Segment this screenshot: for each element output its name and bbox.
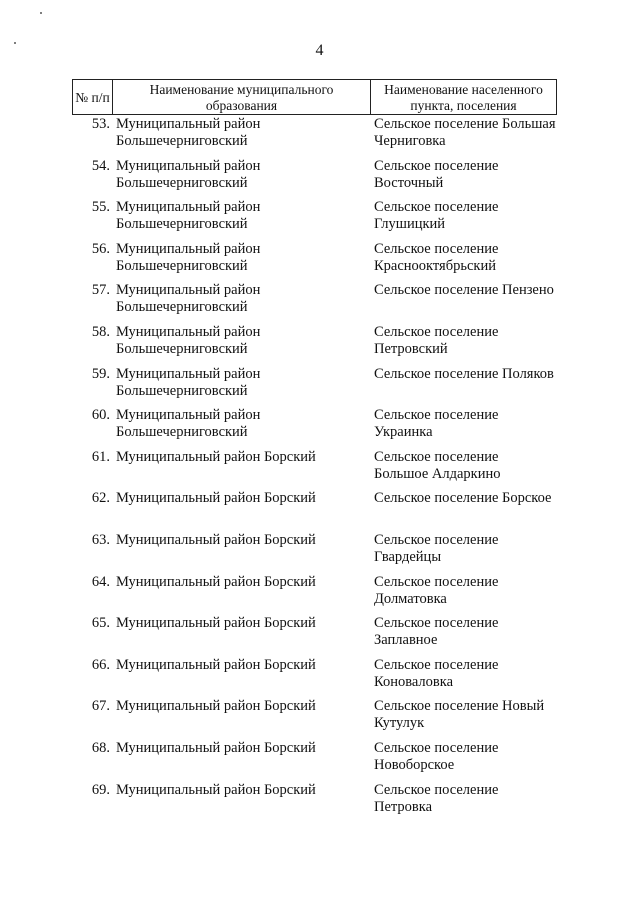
- row-municipality: Муниципальный район Борский: [116, 739, 316, 756]
- row-municipality: Муниципальный район Большечерниговский: [116, 323, 261, 357]
- row-municipality: Муниципальный район Борский: [116, 448, 316, 465]
- row-municipality: Муниципальный район Борский: [116, 573, 316, 590]
- table-row: [72, 199, 557, 241]
- row-number: 59.: [91, 365, 110, 382]
- row-municipality: Муниципальный район Борский: [116, 656, 316, 673]
- table-row: [72, 241, 557, 283]
- table-row: [72, 116, 557, 158]
- row-settlement: Сельское поселение Украинка: [374, 407, 499, 441]
- row-number: 57.: [91, 282, 110, 299]
- row-municipality: Муниципальный район Большечерниговский: [116, 365, 261, 399]
- row-number: 69.: [91, 781, 110, 798]
- table-row: [72, 407, 557, 449]
- table-row: [72, 158, 557, 200]
- row-number: 68.: [91, 739, 110, 756]
- row-number: 62.: [91, 490, 110, 507]
- row-settlement: Сельское поселение Петровка: [374, 781, 499, 815]
- row-settlement: Сельское поселение Новоборское: [374, 739, 499, 773]
- table-row: [72, 615, 557, 657]
- table-row: [72, 574, 557, 616]
- table-row: [72, 740, 557, 782]
- row-municipality: Муниципальный район Большечерниговский: [116, 116, 261, 149]
- row-number: 56.: [91, 240, 110, 257]
- row-municipality: Муниципальный район Борский: [116, 781, 316, 798]
- row-settlement: Сельское поселение Долматовка: [374, 573, 499, 607]
- row-number: 55.: [91, 199, 110, 216]
- row-settlement: Сельское поселение Глушицкий: [374, 199, 499, 233]
- table-row: [72, 449, 557, 491]
- row-settlement: Сельское поселение Поляков: [374, 365, 554, 382]
- table-row: [72, 532, 557, 574]
- table-row: [72, 282, 557, 324]
- row-settlement: Сельское поселение Новый Кутулук: [374, 698, 545, 732]
- row-municipality: Муниципальный район Борский: [116, 615, 316, 632]
- row-settlement: Сельское поселение Восточный: [374, 157, 499, 191]
- row-municipality: Муниципальный район Большечерниговский: [116, 240, 261, 274]
- row-municipality: Муниципальный район Большечерниговский: [116, 157, 261, 191]
- row-settlement: Сельское поселение Большое Алдаркино: [374, 448, 501, 482]
- row-number: 67.: [91, 698, 110, 715]
- row-number: 61.: [91, 448, 110, 465]
- row-settlement: Сельское поселение Большая Черниговка: [374, 116, 556, 149]
- header-settlement: Наименование населенного пункта, поселения: [384, 81, 543, 113]
- table-header: [72, 79, 557, 115]
- table-body: [72, 116, 557, 823]
- table-row: [72, 698, 557, 740]
- row-settlement: Сельское поселение Гвардейцы: [374, 531, 499, 565]
- row-settlement: Сельское поселение Петровский: [374, 323, 499, 357]
- row-number: 65.: [91, 615, 110, 632]
- table-row: [72, 366, 557, 408]
- row-number: 66.: [91, 656, 110, 673]
- row-settlement: Сельское поселение Коноваловка: [374, 656, 499, 690]
- row-municipality: Муниципальный район Борский: [116, 490, 316, 507]
- row-municipality: Муниципальный район Большечерниговский: [116, 199, 261, 233]
- row-number: 54.: [91, 157, 110, 174]
- row-municipality: Муниципальный район Большечерниговский: [116, 282, 261, 316]
- row-number: 53.: [91, 116, 110, 132]
- row-settlement: Сельское поселение Заплавное: [374, 615, 499, 649]
- table-row: [72, 782, 557, 824]
- page-number: 4: [315, 42, 324, 59]
- row-number: 58.: [91, 323, 110, 340]
- row-number: 64.: [91, 573, 110, 590]
- table-row: [72, 657, 557, 699]
- header-number: № п/п: [73, 80, 113, 114]
- scan-speck: [40, 12, 42, 14]
- table-row: [72, 324, 557, 366]
- row-municipality: Муниципальный район Борский: [116, 698, 316, 715]
- row-municipality: Муниципальный район Борский: [116, 531, 316, 548]
- row-number: 60.: [91, 407, 110, 424]
- header-municipality: Наименование муниципального образования: [113, 80, 371, 114]
- row-number: 63.: [91, 531, 110, 548]
- row-settlement: Сельское поселение Борское: [374, 490, 552, 507]
- row-municipality: Муниципальный район Большечерниговский: [116, 407, 261, 441]
- row-settlement: Сельское поселение Краснооктябрьский: [374, 240, 499, 274]
- table-row: [72, 490, 557, 532]
- row-settlement: Сельское поселение Пензено: [374, 282, 554, 299]
